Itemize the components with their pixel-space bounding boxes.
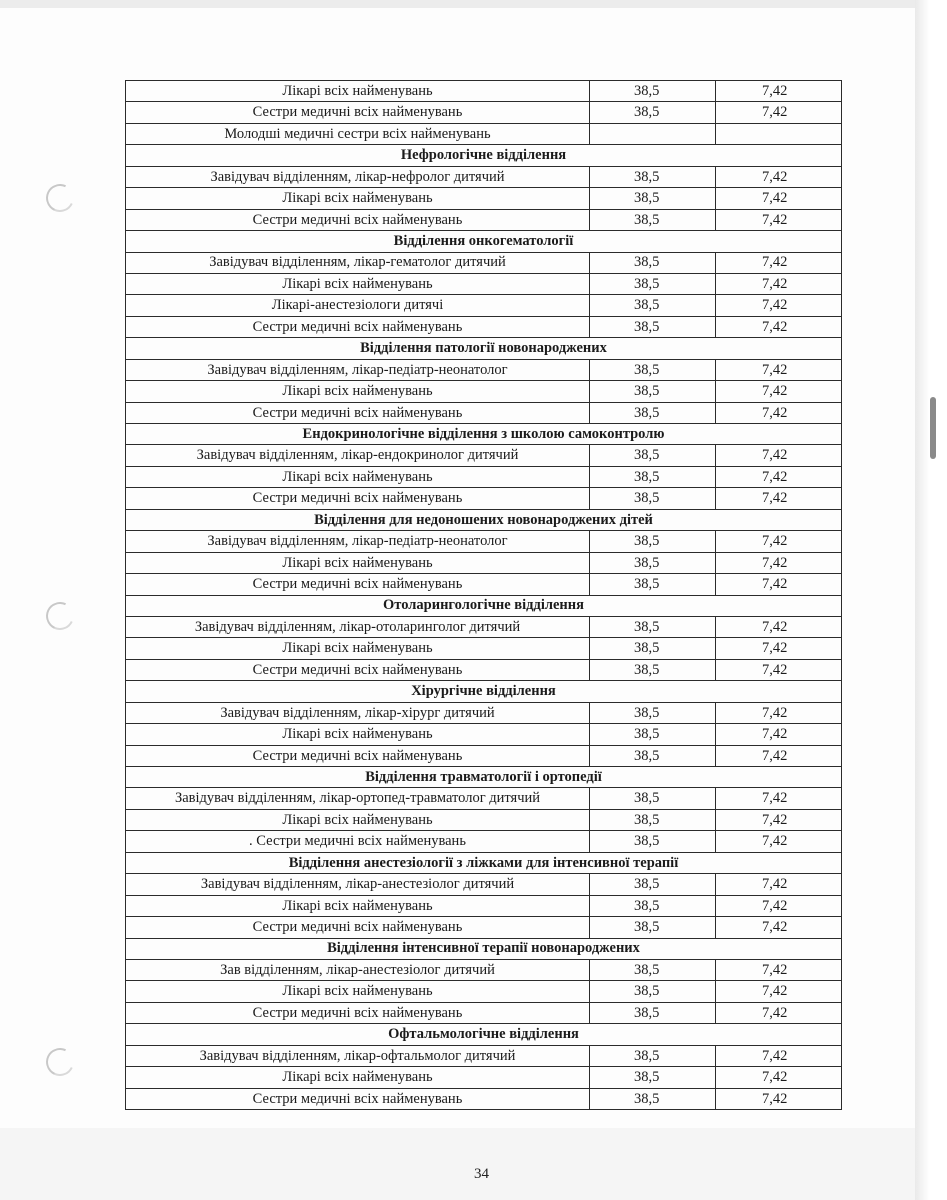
hours-cell: 38,5: [590, 874, 716, 895]
hours-cell: 38,5: [590, 252, 716, 273]
position-name-cell: Сестри медичні всіх найменувань: [126, 745, 590, 766]
section-title: Хірургічне відділення: [126, 681, 842, 702]
section-title: Відділення анестезіології з ліжками для інтенсивної терапії: [126, 852, 842, 873]
hours-cell: 38,5: [590, 1045, 716, 1066]
position-name-cell: Завідувач відділенням, лікар-отоларинголог дитячий: [126, 616, 590, 637]
position-name-cell: Завідувач відділенням, лікар-ендокринолог дитячий: [126, 445, 590, 466]
section-header-row: [126, 767, 842, 788]
rate-cell: 7,42: [716, 1067, 842, 1088]
table-row: [126, 917, 842, 938]
table-row: [126, 273, 842, 294]
section-title: Офтальмологічне відділення: [126, 1024, 842, 1045]
table-row: [126, 316, 842, 337]
table-row: [126, 295, 842, 316]
section-title: Отоларингологічне відділення: [126, 595, 842, 616]
hours-cell: 38,5: [590, 981, 716, 1002]
section-header-row: [126, 595, 842, 616]
section-title: Відділення травматології і ортопедії: [126, 767, 842, 788]
table-row: [126, 123, 842, 144]
rate-cell: 7,42: [716, 295, 842, 316]
table-row: [126, 659, 842, 680]
section-title: Відділення для недоношених новонароджених дітей: [126, 509, 842, 530]
table-row: [126, 745, 842, 766]
rate-cell: 7,42: [716, 381, 842, 402]
position-name-cell: Завідувач відділенням, лікар-анестезіолог дитячий: [126, 874, 590, 895]
hours-cell: 38,5: [590, 531, 716, 552]
position-name-cell: Сестри медичні всіх найменувань: [126, 574, 590, 595]
rate-cell: 7,42: [716, 402, 842, 423]
staff-hours-table: [125, 80, 842, 1110]
rate-cell: 7,42: [716, 638, 842, 659]
table-row: [126, 702, 842, 723]
hours-cell: 38,5: [590, 702, 716, 723]
position-name-cell: Сестри медичні всіх найменувань: [126, 1088, 590, 1109]
table-row: [126, 874, 842, 895]
table-row: [126, 1002, 842, 1023]
rate-cell: 7,42: [716, 659, 842, 680]
rate-cell: 7,42: [716, 724, 842, 745]
table-row: [126, 209, 842, 230]
hours-cell: 38,5: [590, 81, 716, 102]
table-row: [126, 381, 842, 402]
table-row: [126, 724, 842, 745]
position-name-cell: Завідувач відділенням, лікар-ортопед-травматолог дитячий: [126, 788, 590, 809]
scan-bottom-shadow: [0, 1128, 918, 1200]
position-name-cell: Завідувач відділенням, лікар-педіатр-неонатолог: [126, 531, 590, 552]
rate-cell: 7,42: [716, 1045, 842, 1066]
section-header-row: [126, 424, 842, 445]
rate-cell: 7,42: [716, 981, 842, 1002]
position-name-cell: Сестри медичні всіх найменувань: [126, 917, 590, 938]
rate-cell: 7,42: [716, 102, 842, 123]
table-row: [126, 1067, 842, 1088]
position-name-cell: Лікарі всіх найменувань: [126, 466, 590, 487]
table-row: [126, 809, 842, 830]
hours-cell: 38,5: [590, 638, 716, 659]
rate-cell: 7,42: [716, 959, 842, 980]
table-row: [126, 359, 842, 380]
section-title: Відділення інтенсивної терапії новонароджених: [126, 938, 842, 959]
hours-cell: 38,5: [590, 1002, 716, 1023]
table-row: [126, 1045, 842, 1066]
position-name-cell: Сестри медичні всіх найменувань: [126, 488, 590, 509]
position-name-cell: Лікарі всіх найменувань: [126, 981, 590, 1002]
table-row: [126, 616, 842, 637]
rate-cell: 7,42: [716, 831, 842, 852]
position-name-cell: Завідувач відділенням, лікар-хірург дитячий: [126, 702, 590, 723]
hours-cell: 38,5: [590, 809, 716, 830]
table-row: [126, 488, 842, 509]
hours-cell: 38,5: [590, 1088, 716, 1109]
position-name-cell: Сестри медичні всіх найменувань: [126, 659, 590, 680]
rate-cell: 7,42: [716, 488, 842, 509]
table-row: [126, 552, 842, 573]
section-header-row: [126, 852, 842, 873]
table-body: [126, 81, 842, 1110]
table-row: [126, 788, 842, 809]
hours-cell: [590, 123, 716, 144]
section-header-row: [126, 509, 842, 530]
table-row: [126, 81, 842, 102]
rate-cell: 7,42: [716, 359, 842, 380]
section-title: Відділення патології новонароджених: [126, 338, 842, 359]
hours-cell: 38,5: [590, 831, 716, 852]
position-name-cell: Лікарі всіх найменувань: [126, 809, 590, 830]
position-name-cell: Лікарі всіх найменувань: [126, 638, 590, 659]
position-name-cell: Сестри медичні всіх найменувань: [126, 1002, 590, 1023]
hours-cell: 38,5: [590, 166, 716, 187]
hours-cell: 38,5: [590, 745, 716, 766]
page-edge: [915, 0, 947, 1200]
rate-cell: 7,42: [716, 574, 842, 595]
position-name-cell: Молодші медичні сестри всіх найменувань: [126, 123, 590, 144]
table-row: [126, 895, 842, 916]
rate-cell: 7,42: [716, 1088, 842, 1109]
rate-cell: 7,42: [716, 552, 842, 573]
position-name-cell: Лікарі всіх найменувань: [126, 552, 590, 573]
section-title: Відділення онкогематології: [126, 231, 842, 252]
rate-cell: 7,42: [716, 166, 842, 187]
rate-cell: 7,42: [716, 616, 842, 637]
hours-cell: 38,5: [590, 959, 716, 980]
section-title: Нефрологічне відділення: [126, 145, 842, 166]
table-row: [126, 831, 842, 852]
rate-cell: 7,42: [716, 874, 842, 895]
rate-cell: [716, 123, 842, 144]
position-name-cell: Завідувач відділенням, лікар-гематолог дитячий: [126, 252, 590, 273]
table-row: [126, 981, 842, 1002]
scan-top-shadow: [0, 0, 918, 8]
hours-cell: 38,5: [590, 917, 716, 938]
hours-cell: 38,5: [590, 209, 716, 230]
rate-cell: 7,42: [716, 788, 842, 809]
table-row: [126, 1088, 842, 1109]
rate-cell: 7,42: [716, 188, 842, 209]
rate-cell: 7,42: [716, 273, 842, 294]
position-name-cell: Лікарі всіх найменувань: [126, 273, 590, 294]
hours-cell: 38,5: [590, 616, 716, 637]
hours-cell: 38,5: [590, 1067, 716, 1088]
table-row: [126, 531, 842, 552]
hours-cell: 38,5: [590, 102, 716, 123]
section-header-row: [126, 938, 842, 959]
hours-cell: 38,5: [590, 488, 716, 509]
position-name-cell: Лікарі всіх найменувань: [126, 81, 590, 102]
table-row: [126, 188, 842, 209]
hours-cell: 38,5: [590, 295, 716, 316]
rate-cell: 7,42: [716, 702, 842, 723]
section-header-row: [126, 338, 842, 359]
page-number: 34: [474, 1166, 489, 1182]
position-name-cell: Завідувач відділенням, лікар-офтальмолог дитячий: [126, 1045, 590, 1066]
position-name-cell: Лікарі всіх найменувань: [126, 188, 590, 209]
hours-cell: 38,5: [590, 316, 716, 337]
hours-cell: 38,5: [590, 659, 716, 680]
rate-cell: 7,42: [716, 316, 842, 337]
table-row: [126, 102, 842, 123]
table-row: [126, 445, 842, 466]
position-name-cell: Лікарі всіх найменувань: [126, 724, 590, 745]
position-name-cell: Лікарі всіх найменувань: [126, 895, 590, 916]
position-name-cell: Сестри медичні всіх найменувань: [126, 402, 590, 423]
rate-cell: 7,42: [716, 895, 842, 916]
rate-cell: 7,42: [716, 1002, 842, 1023]
hours-cell: 38,5: [590, 359, 716, 380]
section-title: Ендокринологічне відділення з школою самоконтролю: [126, 424, 842, 445]
rate-cell: 7,42: [716, 209, 842, 230]
hours-cell: 38,5: [590, 895, 716, 916]
hours-cell: 38,5: [590, 381, 716, 402]
rate-cell: 7,42: [716, 745, 842, 766]
rate-cell: 7,42: [716, 466, 842, 487]
hours-cell: 38,5: [590, 445, 716, 466]
position-name-cell: Зав відділенням, лікар-анестезіолог дитячий: [126, 959, 590, 980]
position-name-cell: Лікарі всіх найменувань: [126, 381, 590, 402]
hours-cell: 38,5: [590, 788, 716, 809]
hours-cell: 38,5: [590, 466, 716, 487]
rate-cell: 7,42: [716, 809, 842, 830]
rate-cell: 7,42: [716, 81, 842, 102]
rate-cell: 7,42: [716, 252, 842, 273]
table-row: [126, 638, 842, 659]
position-name-cell: Завідувач відділенням, лікар-педіатр-неонатолог: [126, 359, 590, 380]
table-row: [126, 166, 842, 187]
table-row: [126, 959, 842, 980]
hours-cell: 38,5: [590, 402, 716, 423]
hours-cell: 38,5: [590, 724, 716, 745]
table-row: [126, 466, 842, 487]
rate-cell: 7,42: [716, 445, 842, 466]
position-name-cell: Завідувач відділенням, лікар-нефролог дитячий: [126, 166, 590, 187]
table-row: [126, 252, 842, 273]
position-name-cell: Сестри медичні всіх найменувань: [126, 209, 590, 230]
position-name-cell: . Сестри медичні всіх найменувань: [126, 831, 590, 852]
hours-cell: 38,5: [590, 273, 716, 294]
rate-cell: 7,42: [716, 917, 842, 938]
table-row: [126, 402, 842, 423]
position-name-cell: Сестри медичні всіх найменувань: [126, 316, 590, 337]
scrollbar-thumb[interactable]: [930, 397, 936, 459]
section-header-row: [126, 681, 842, 702]
position-name-cell: Лікарі всіх найменувань: [126, 1067, 590, 1088]
table-row: [126, 574, 842, 595]
section-header-row: [126, 145, 842, 166]
rate-cell: 7,42: [716, 531, 842, 552]
hours-cell: 38,5: [590, 188, 716, 209]
position-name-cell: Лікарі-анестезіологи дитячі: [126, 295, 590, 316]
section-header-row: [126, 231, 842, 252]
hours-cell: 38,5: [590, 552, 716, 573]
position-name-cell: Сестри медичні всіх найменувань: [126, 102, 590, 123]
hours-cell: 38,5: [590, 574, 716, 595]
section-header-row: [126, 1024, 842, 1045]
